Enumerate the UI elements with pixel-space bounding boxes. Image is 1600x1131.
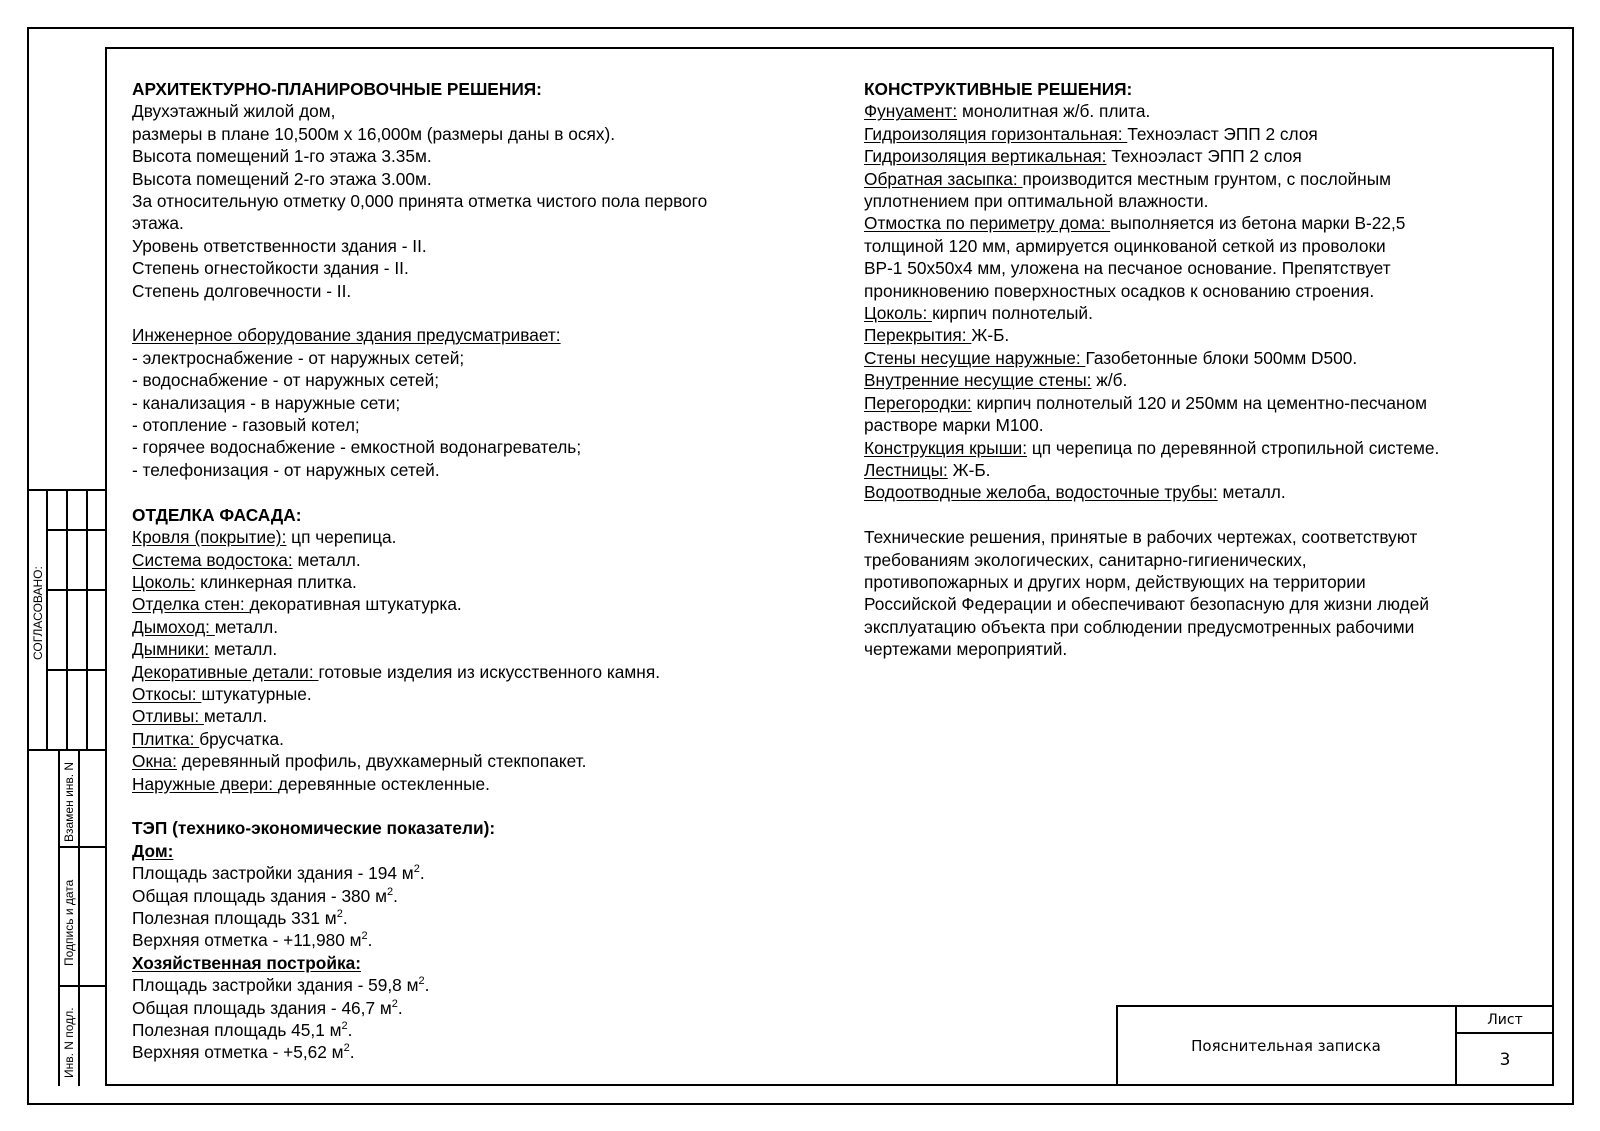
arch-line: Двухэтажный жилой дом,: [132, 101, 336, 122]
constructive-item: Внутренние несущие стены: ж/б.: [864, 370, 1128, 391]
facade-label: Система водостока:: [132, 549, 293, 570]
tep-house-item: Верхняя отметка - +11,980 $м^2$.: [132, 930, 373, 951]
facade-value: металл.: [292, 549, 361, 570]
tep-outbuilding-item: Общая площадь здания - 46,7 $м^2$.: [132, 997, 403, 1018]
constructive-item-cont: растворе марки М100.: [864, 415, 1044, 436]
conclusion-line: Российской Федерации и обеспечивают безопасную для жизни людей: [864, 594, 1429, 615]
replaced-inv-label: Взамен инв. N: [62, 761, 76, 842]
facade-label: Цоколь:: [132, 571, 196, 592]
signature-date-label: Подпись и дата: [62, 879, 76, 966]
constructive-item: Водоотводные желоба, водосточные трубы: металл.: [864, 482, 1286, 503]
facade-item: [132, 683, 707, 705]
stamp-divider: [27, 749, 106, 751]
facade-value: готовые изделия из искусственного камня.: [318, 661, 661, 682]
stamp-divider: [58, 846, 106, 848]
stamp-divider: [78, 749, 80, 1086]
constructive-item-cont: ВР-1 50х50х4 мм, уложена на песчаное основание. Препятствует: [864, 258, 1391, 279]
facade-label: Наружные двери:: [132, 773, 278, 794]
arch-line: Степень огнестойкости здания - II.: [132, 258, 409, 279]
engineering-line: - канализация - в наружные сети;: [132, 392, 401, 413]
conclusion-line: противопожарных и других норм, действующих на территории: [864, 571, 1366, 592]
constructive-item: Конструкция крыши: цп черепица по деревянной стропильной системе.: [864, 437, 1440, 458]
arch-line: Степень долговечности - II.: [132, 280, 352, 301]
inv-original-label: Инв. N подл.: [62, 1007, 76, 1078]
facade-label: Дымники:: [132, 639, 210, 660]
stamp-divider: [46, 589, 106, 591]
stamp-divider: [46, 669, 106, 671]
facade-item: [132, 526, 707, 548]
spacer: [132, 302, 707, 324]
arch-heading: АРХИТЕКТУРНО-ПЛАНИРОВОЧНЫЕ РЕШЕНИЯ:: [132, 79, 542, 99]
engineering-line: - водоснабжение - от наружных сетей;: [132, 370, 440, 391]
facade-value: штукатурные.: [201, 683, 312, 704]
engineering-heading: Инженерное оборудование здания предусматривает:: [132, 325, 561, 346]
stamp-divider: [46, 529, 106, 531]
facade-label: Отливы:: [132, 706, 204, 727]
conclusion-line: Технические решения, принятые в рабочих чертежах, соответствуют: [864, 527, 1418, 548]
facade-value: металл.: [209, 639, 278, 660]
arch-line: размеры в плане 10,500м х 16,000м (размеры даны в осях).: [132, 123, 616, 144]
tep-house-heading: Дом:: [132, 840, 174, 861]
stamp-divider: [58, 985, 106, 987]
facade-item: [132, 705, 707, 727]
approved-label: СОГЛАСОВАНО:: [31, 566, 45, 660]
arch-line: Высота помещений 2-го этажа 3.00м.: [132, 168, 432, 189]
facade-item: [132, 571, 707, 593]
facade-label: Окна:: [132, 751, 177, 772]
facade-item: [132, 661, 707, 683]
conclusion-line: эксплуатацию объекта при соблюдении предусмотренных рабочими: [864, 616, 1415, 637]
facade-label: Дымоход:: [132, 616, 215, 637]
facade-value: деревянный профиль, двухкамерный стекпопакет.: [176, 751, 587, 772]
arch-line: этажа.: [132, 213, 184, 234]
constructive-item-cont: проникновению поверхностных осадков к основанию строения.: [864, 280, 1375, 301]
stamp-divider: [58, 749, 60, 1086]
facade-label: Плитка:: [132, 728, 200, 749]
constructive-item: Гидроизоляция вертикальная: Техноэласт ЭПП 2 слоя: [864, 146, 1302, 167]
tep-house-item: Полезная площадь 331 $м^2$.: [132, 907, 348, 928]
tep-outbuilding-item: Площадь застройки здания - 59,8 $м^2$.: [132, 975, 430, 996]
document-title: Пояснительная записка: [1191, 1036, 1381, 1055]
facade-label: Отделка стен:: [132, 594, 250, 615]
tep-house-item: Общая площадь здания - 380 $м^2$.: [132, 885, 398, 906]
facade-item: [132, 593, 707, 615]
spacer: [132, 481, 707, 503]
facade-label: Декоративные детали:: [132, 661, 319, 682]
constructive-item: Обратная засыпка: производится местным грунтом, с послойным: [864, 168, 1392, 189]
arch-line: Высота помещений 1-го этажа 3.35м.: [132, 146, 432, 167]
constructive-item: Перекрытия: Ж-Б.: [864, 325, 1010, 346]
engineering-line: - телефонизация - от наружных сетей.: [132, 459, 440, 480]
spacer: [132, 795, 707, 817]
facade-item: [132, 616, 707, 638]
facade-label: Кровля (покрытие):: [132, 527, 287, 548]
facade-value: металл.: [214, 616, 279, 637]
right-column: [864, 78, 1439, 661]
facade-item: [132, 549, 707, 571]
facade-value: клинкерная плитка.: [195, 571, 357, 592]
constructive-item: Гидроизоляция горизонтальная: Техноэласт ЭПП 2 слоя: [864, 123, 1318, 144]
tep-outbuilding-item: Полезная площадь 45,1 $м^2$.: [132, 1020, 353, 1041]
left-column: [132, 78, 707, 1064]
sheet-label: Лист: [1487, 1011, 1523, 1028]
arch-line: Уровень ответственности здания - II.: [132, 235, 427, 256]
tep-heading: ТЭП (технико-экономические показатели):: [132, 818, 496, 839]
facade-label: Откосы:: [132, 683, 202, 704]
facade-value: декоративная штукатурка.: [249, 594, 462, 615]
spacer: [864, 504, 1439, 526]
engineering-line: - горячее водоснабжение - емкостной водонагреватель;: [132, 437, 582, 458]
constructive-item: Лестницы: Ж-Б.: [864, 459, 991, 480]
conclusion-line: чертежами мероприятий.: [864, 639, 1068, 660]
constructive-item: Фунуамент: монолитная ж/б. плита.: [864, 101, 1151, 122]
constructive-item: Отмостка по периметру дома: выполняется из бетона марки В-22,5: [864, 213, 1406, 234]
engineering-line: - электроснабжение - от наружных сетей;: [132, 347, 465, 368]
facade-item: [132, 750, 707, 772]
constructive-item: Стены несущие наружные: Газобетонные блоки 500мм D500.: [864, 347, 1358, 368]
facade-value: деревянные остекленные.: [277, 773, 490, 794]
facade-item: [132, 728, 707, 750]
facade-item: [132, 638, 707, 660]
arch-line: За относительную отметку 0,000 принята отметка чистого пола первого: [132, 191, 708, 212]
constructive-item-cont: уплотнением при оптимальной влажности.: [864, 191, 1209, 212]
constructive-item: Цоколь: кирпич полнотелый.: [864, 303, 1093, 324]
engineering-line: - отопление - газовый котел;: [132, 415, 360, 436]
facade-item: [132, 773, 707, 795]
tep-outbuilding-item: Верхняя отметка - +5,62 $м^2$.: [132, 1042, 355, 1063]
sheet-number: 3: [1499, 1049, 1511, 1070]
conclusion-line: требованиям экологических, санитарно-гигиенических,: [864, 549, 1307, 570]
tep-house-item: Площадь застройки здания - 194 $м^2$.: [132, 863, 425, 884]
facade-value: брусчатка.: [199, 728, 284, 749]
facade-value: металл.: [203, 706, 268, 727]
constructive-heading: КОНСТРУКТИВНЫЕ РЕШЕНИЯ:: [864, 79, 1133, 99]
tep-outbuilding-heading: Хозяйственная постройка:: [132, 952, 361, 973]
constructive-item-cont: толщиной 120 мм, армируется оцинкованой сеткой из проволоки: [864, 235, 1386, 256]
facade-value: цп черепица.: [286, 527, 397, 548]
constructive-item: Перегородки: кирпич полнотелый 120 и 250мм на цементно-песчаном: [864, 392, 1428, 413]
facade-heading: ОТДЕЛКА ФАСАДА:: [132, 504, 302, 525]
